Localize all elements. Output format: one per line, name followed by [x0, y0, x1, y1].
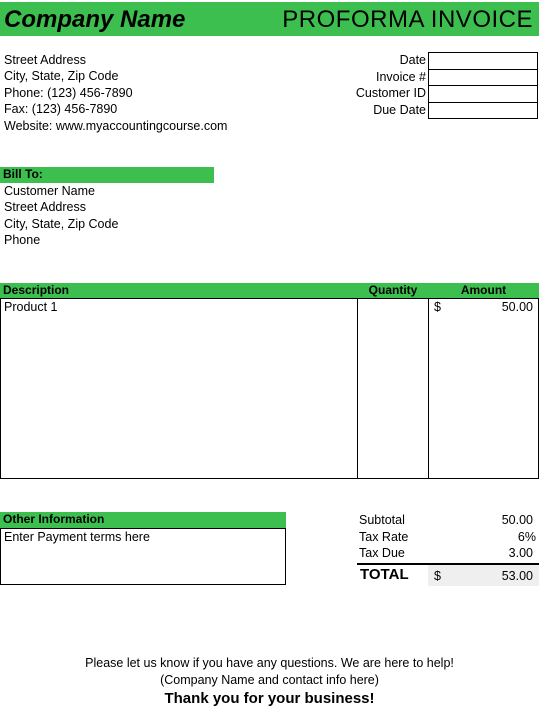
thank-you-message: Thank you for your business! [164, 690, 375, 707]
company-fax: Fax: (123) 456-7890 [4, 102, 118, 117]
payment-terms-text: Enter Payment terms here [4, 530, 150, 544]
company-city: City, State, Zip Code [4, 69, 119, 84]
meta-divider [428, 69, 538, 70]
tax-due-value: 3.00 [508, 546, 533, 560]
customer-id-label: Customer ID [355, 86, 426, 100]
meta-divider [428, 85, 538, 86]
bill-to-heading: Bill To: [0, 167, 214, 183]
document-title: PROFORMA INVOICE [282, 6, 533, 33]
company-website: Website: www.myaccountingcourse.com [4, 118, 228, 133]
column-divider [428, 298, 429, 479]
customer-street: Street Address [4, 200, 86, 215]
item-description[interactable]: Product 1 [4, 300, 58, 314]
total-currency: $ [434, 569, 441, 583]
due-date-label: Due Date [373, 102, 426, 117]
amount-header: Amount [460, 283, 507, 297]
meta-divider [428, 102, 538, 103]
tax-rate-label: Tax Rate [359, 529, 409, 544]
subtotal-label: Subtotal [359, 513, 405, 527]
invoice-number-label: Invoice # [375, 69, 426, 84]
item-amount[interactable]: 50.00 [501, 300, 533, 314]
other-info-heading: Other Information [0, 512, 286, 528]
company-address: Street Address [4, 53, 86, 67]
company-phone: Phone: (123) 456-7890 [4, 85, 133, 100]
company-name: Company Name [4, 6, 186, 33]
total-label: TOTAL [360, 566, 409, 583]
footer-note: Please let us know if you have any questions. We are here to help! [85, 656, 454, 670]
customer-phone: Phone [4, 233, 41, 248]
date-label: Date [399, 53, 426, 67]
items-table-body [0, 298, 539, 479]
footer-contact: (Company Name and contact info here) [160, 672, 379, 687]
subtotal-value: 50.00 [501, 513, 533, 527]
tax-due-label: Tax Due [359, 546, 405, 560]
company-info [4, 52, 227, 134]
quantity-header: Quantity [368, 283, 418, 297]
description-header: Description [3, 283, 70, 297]
tax-rate-value[interactable]: 6% [517, 529, 536, 544]
total-value: 53.00 [501, 569, 533, 583]
bill-to-block [4, 183, 118, 249]
customer-city: City, State, Zip Code [4, 216, 119, 231]
column-divider [357, 298, 358, 479]
item-currency: $ [434, 300, 441, 314]
customer-name: Customer Name [4, 184, 95, 198]
